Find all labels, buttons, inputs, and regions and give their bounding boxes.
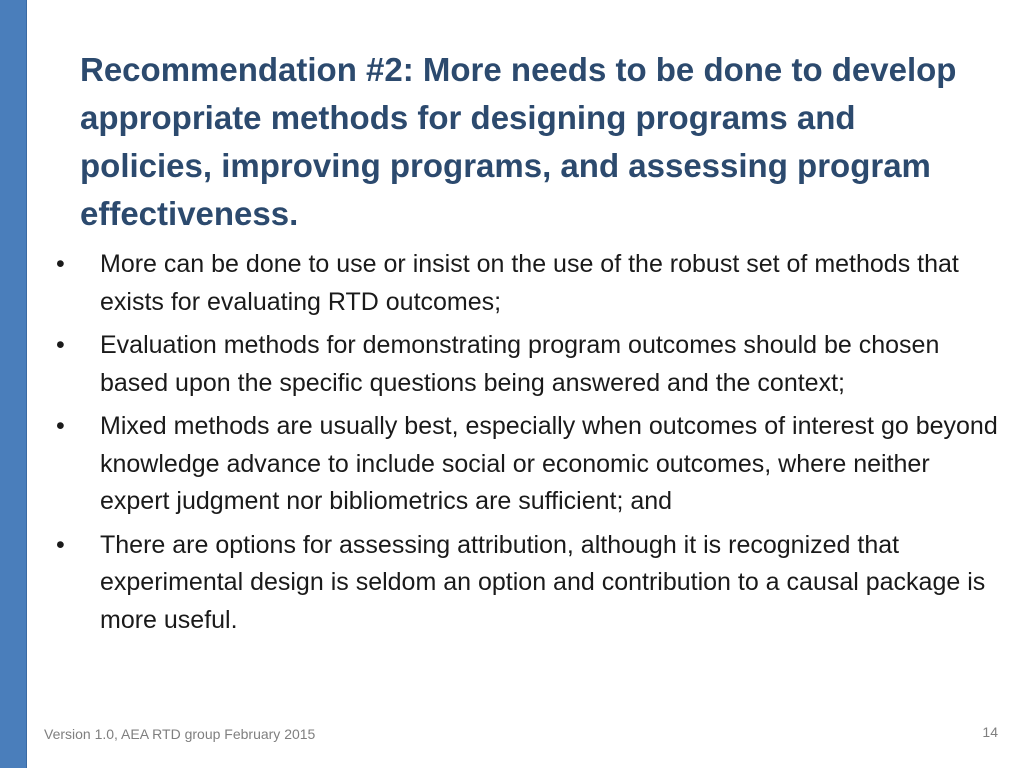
bullet-text: There are options for assessing attribution, although it is recognized that experimental design is seldom an option and contribution to a causal package is more useful. [100,530,986,634]
bullet-item [56,327,1006,402]
bullet-text: More can be done to use or insist on the use of the robust set of methods that exists for evaluating RTD outcomes; [100,250,959,316]
page-number: 14 [982,724,998,740]
bullet-item [56,246,1006,321]
left-accent-bar [0,0,27,768]
bullet-dot-icon: • [56,250,65,278]
bullet-text: Evaluation methods for demonstrating program outcomes should be chosen based upon the specific questions being answered and the context; [100,331,940,397]
bullet-item [56,408,1006,521]
bullet-text: Mixed methods are usually best, especially when outcomes of interest go beyond knowledge advance to include social or economic outcomes, where neither expert judgment nor bibliometrics are sufficient; and [100,412,998,515]
bullet-dot-icon: • [56,331,65,359]
slide-title: Recommendation #2: More needs to be done to develop appropriate methods for designing programs and policies, improving programs, and assessing program effectiveness. [80,51,957,232]
bullet-dot-icon: • [56,412,65,440]
footer-version-text: Version 1.0, AEA RTD group February 2015 [44,726,316,742]
bullet-dot-icon: • [56,530,65,559]
bullet-item [56,527,1006,640]
bullet-list [56,246,1006,645]
